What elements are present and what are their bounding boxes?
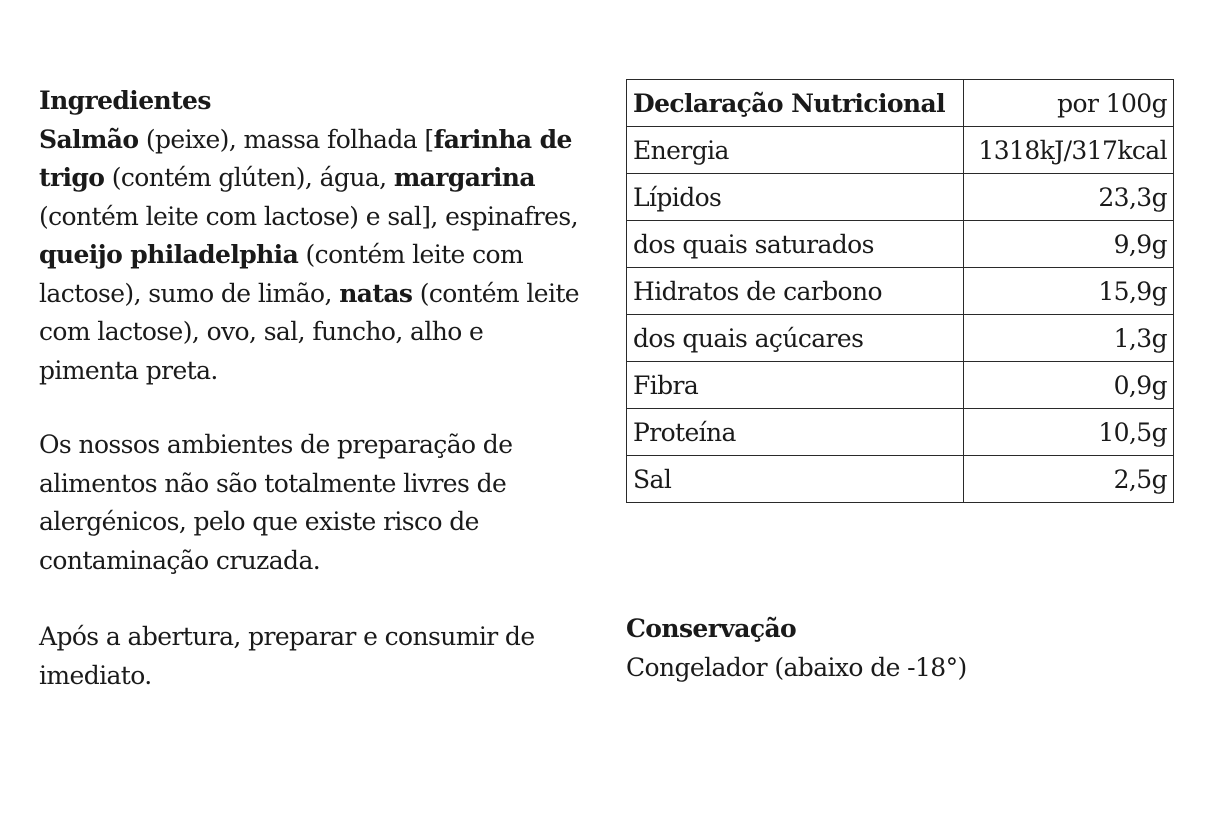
left-column: [39, 82, 579, 695]
table-row: [627, 174, 1174, 221]
nutrient-value: 1318kJ/317kcal: [964, 127, 1174, 174]
nutrient-label: Energia: [627, 127, 964, 174]
table-row: [627, 221, 1174, 268]
table-row: [627, 268, 1174, 315]
nutrient-value: 23,3g: [964, 174, 1174, 221]
nutrition-unit: por 100g: [964, 80, 1174, 127]
nutrient-label: dos quais saturados: [627, 221, 964, 268]
nutrition-title: Declaração Nutricional: [627, 80, 964, 127]
nutrient-label: Proteína: [627, 409, 964, 456]
allergen-notice: Os nossos ambientes de preparação de alimentos não são totalmente livres de alergénicos, pelo que existe risco de contaminação cruzada.: [39, 430, 513, 575]
nutrient-value: 2,5g: [964, 456, 1174, 503]
table-row: [627, 409, 1174, 456]
conservation-text: Congelador (abaixo de -18°): [626, 652, 967, 682]
ingredient-bold: Salmão: [39, 124, 139, 154]
nutrient-value: 9,9g: [964, 221, 1174, 268]
table-row: [627, 127, 1174, 174]
nutrition-header-row: [627, 80, 1174, 127]
nutrient-value: 0,9g: [964, 362, 1174, 409]
conservation-heading: Conservação: [626, 614, 797, 643]
nutrition-table: [626, 79, 1174, 503]
ingredient-bold: natas: [339, 278, 413, 308]
ingredients-heading: Ingredientes: [39, 86, 211, 115]
nutrient-value: 15,9g: [964, 268, 1174, 315]
table-row: [627, 456, 1174, 503]
nutrient-label: Lípidos: [627, 174, 964, 221]
conservation-section: [626, 610, 967, 687]
nutrient-label: Sal: [627, 456, 964, 503]
ingredients-text: Salmão (peixe), massa folhada [farinha de trigo (contém glúten), água, margarina (contém leite com lactose) e sal], espinafres, queijo philadelphia (contém leite com lactose), sumo de limão, natas (contém leite com lactose), ovo, sal, funcho, alho e pimenta preta.: [39, 124, 579, 385]
nutrient-label: Fibra: [627, 362, 964, 409]
ingredient-bold: farinha de trigo: [39, 124, 572, 192]
nutrient-value: 10,5g: [964, 409, 1174, 456]
table-row: [627, 362, 1174, 409]
opening-notice: Após a abertura, preparar e consumir de imediato.: [39, 622, 535, 690]
ingredient-bold: queijo philadelphia: [39, 240, 299, 269]
nutrient-label: Hidratos de carbono: [627, 268, 964, 315]
nutrient-value: 1,3g: [964, 315, 1174, 362]
ingredient-bold: margarina: [393, 163, 535, 192]
nutrient-label: dos quais açúcares: [627, 315, 964, 362]
table-row: [627, 315, 1174, 362]
